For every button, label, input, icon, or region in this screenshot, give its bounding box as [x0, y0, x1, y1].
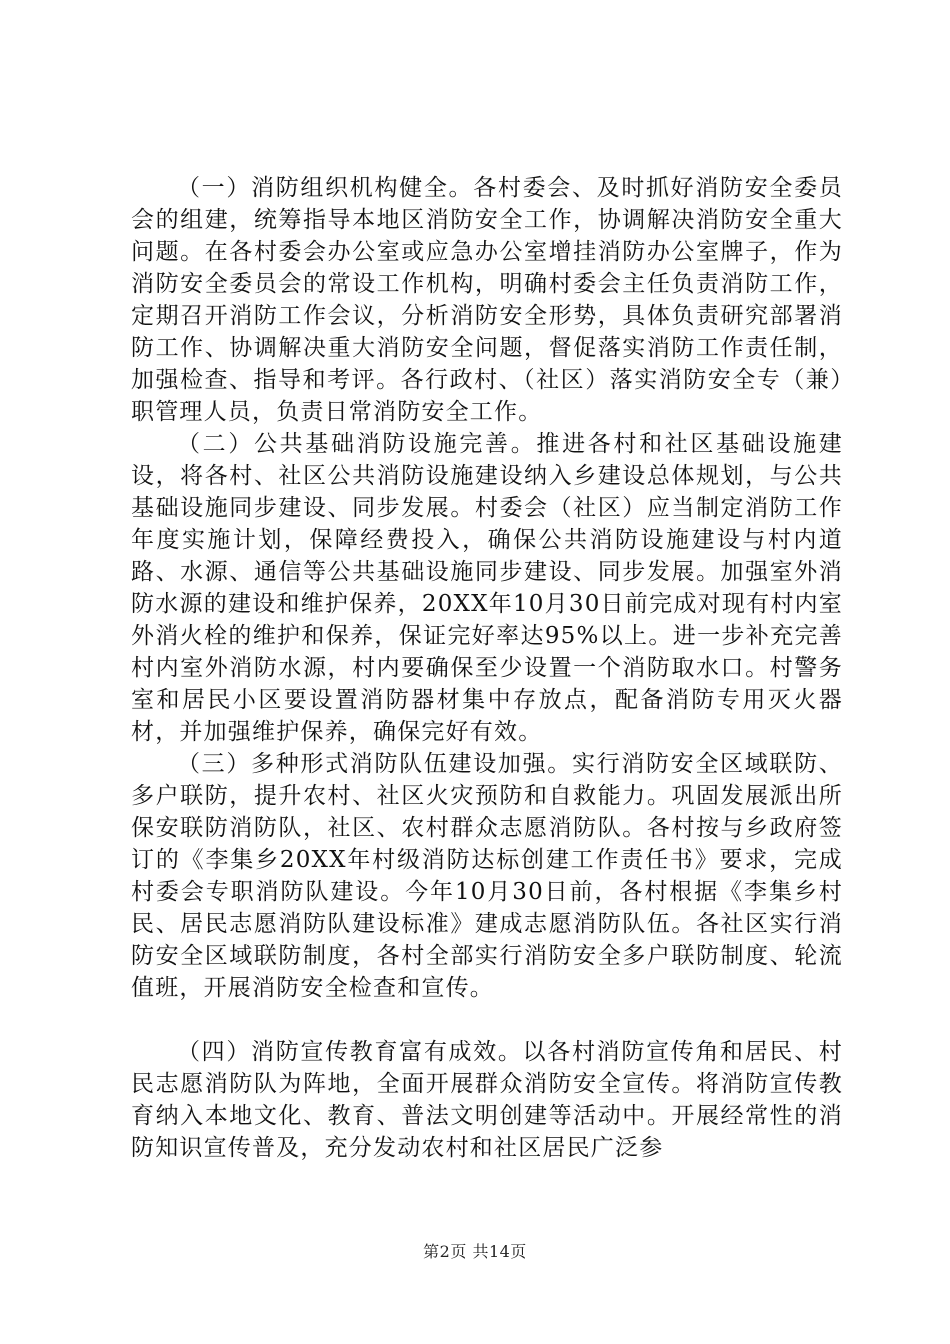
paragraph-public-facilities: （二）公共基础消防设施完善。推进各村和社区基础设施建设，将各村、社区公共消防设施建设纳入乡建设总体规划，与公共基础设施同步建设、同步发展。村委会（社区）应当制定消防工作年度实施计划，保障经费投入，确保公共消防设施建设与村内道路、水源、通信等公共基础设施同步建设、同步发展。加强室外消防水源的建设和维护保养，20XX年10月30日前完成对现有村内室外消火栓的维护和保养，保证完好率达95%以上。进一步补充完善村内室外消防水源，村内要确保至少设置一个消防取水口。村警务室和居民小区要设置消防器材集中存放点，配备消防专用灭火器材，并加强维护保养，确保完好有效。	[131, 431, 843, 745]
paragraph-fire-education: （四）消防宣传教育富有成效。以各村消防宣传角和居民、村民志愿消防队为阵地，全面开展群众消防安全宣传。将消防宣传教育纳入本地文化、教育、普法文明创建等活动中。开展经常性的消防知识宣传普及，充分发动农村和社区居民广泛参	[131, 1039, 843, 1161]
paragraph-fire-organization: （一）消防组织机构健全。各村委会、及时抓好消防安全委员会的组建，统筹指导本地区消防安全工作，协调解决消防安全重大问题。在各村委会办公室或应急办公室增挂消防办公室牌子，作为消防安全委员会的常设工作机构，明确村委会主任负责消防工作，定期召开消防工作会议，分析消防安全形势，具体负责研究部署消防工作、协调解决重大消防安全问题，督促落实消防工作责任制，加强检查、指导和考评。各行政村、（社区）落实消防安全专（兼）职管理人员，负责日常消防安全工作。	[131, 175, 843, 425]
page-number: 第2页 共14页	[423, 1242, 527, 1261]
document-body	[131, 172, 843, 1164]
paragraph-fire-teams: （三）多种形式消防队伍建设加强。实行消防安全区域联防、多户联防，提升农村、社区火灾预防和自救能力。巩固发展派出所保安联防消防队，社区、农村群众志愿消防队。各村按与乡政府签订的《李集乡20XX年村级消防达标创建工作责任书》要求，完成村委会专职消防队建设。今年10月30日前，各村根据《李集乡村民、居民志愿消防队建设标准》建成志愿消防队伍。各社区实行消防安全区域联防制度，各村全部实行消防安全多户联防制度、轮流值班，开展消防安全检查和宣传。	[131, 751, 843, 1001]
